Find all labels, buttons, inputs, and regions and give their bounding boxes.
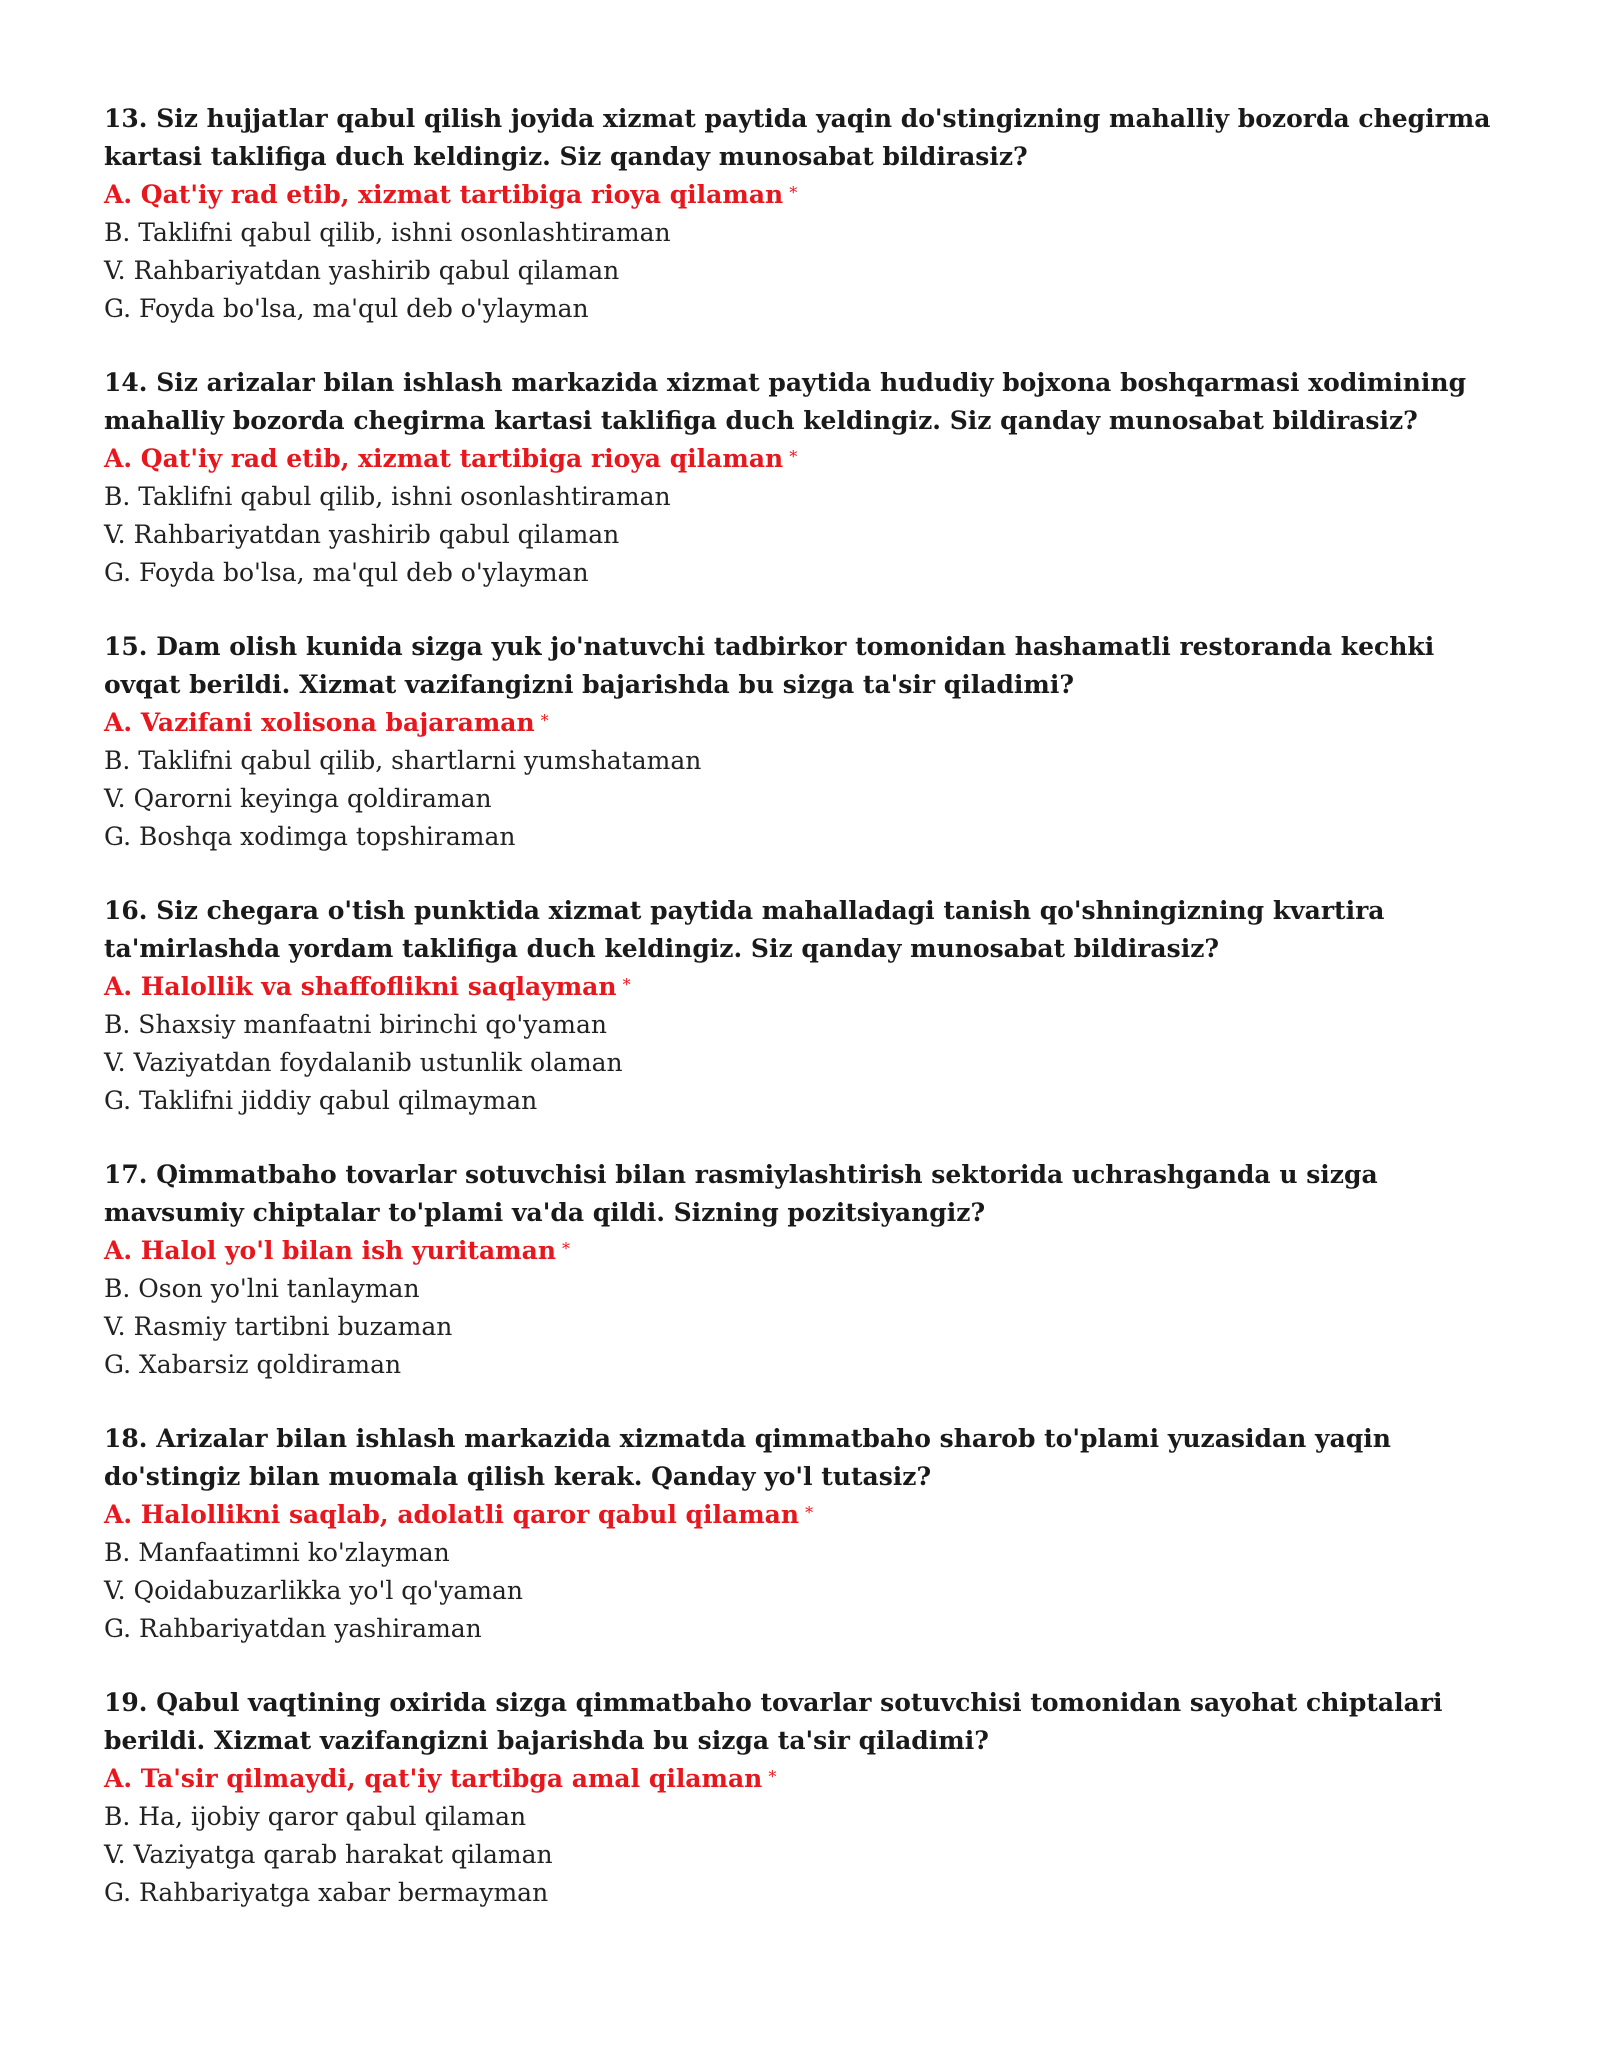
answer-option: G. Foyda bo'lsa, ma'qul deb o'ylayman	[104, 294, 589, 323]
question-block-14	[104, 364, 1500, 592]
question-text: 16. Siz chegara o'tish punktida xizmat paytida mahalladagi tanish qo'shningizning kvartira ta'mirlashda yordam taklifiga duch keldingiz. Siz qanday munosabat bildirasiz?	[104, 896, 1385, 963]
question-block-13	[104, 100, 1500, 328]
answer-options	[104, 440, 1500, 592]
answer-options	[104, 1232, 1500, 1384]
answer-options	[104, 968, 1500, 1120]
answer-option-label: A. Qat'iy rad etib, xizmat tartibiga rioya qilaman	[104, 180, 784, 209]
answer-option: V. Vaziyatga qarab harakat qilaman	[104, 1840, 553, 1869]
answer-option: G. Rahbariyatga xabar bermayman	[104, 1878, 549, 1907]
answer-options	[104, 1496, 1500, 1648]
answer-option: B. Shaxsiy manfaatni birinchi qo'yaman	[104, 1010, 608, 1039]
answer-option-correct	[104, 704, 1500, 742]
answer-option-correct	[104, 176, 1500, 214]
correct-answer-marker: *	[562, 1239, 571, 1258]
question-block-16	[104, 892, 1500, 1120]
answer-option: G. Rahbariyatdan yashiraman	[104, 1614, 482, 1643]
answer-option-label: A. Halollikni saqlab, adolatli qaror qabul qilaman	[104, 1500, 800, 1529]
answer-option: V. Qoidabuzarlikka yo'l qo'yaman	[104, 1576, 523, 1605]
correct-answer-marker: *	[789, 447, 798, 466]
answer-option: V. Rahbariyatdan yashirib qabul qilaman	[104, 520, 620, 549]
question-block-17	[104, 1156, 1500, 1384]
answer-option-label: A. Vazifani xolisona bajaraman	[104, 708, 535, 737]
question-text: 18. Arizalar bilan ishlash markazida xizmatda qimmatbaho sharob to'plami yuzasidan yaqin do'stingiz bilan muomala qilish kerak. Qanday yo'l tutasiz?	[104, 1424, 1391, 1491]
answer-option: G. Boshqa xodimga topshiraman	[104, 822, 516, 851]
correct-answer-marker: *	[768, 1767, 777, 1786]
answer-option: B. Taklifni qabul qilib, ishni osonlashtiraman	[104, 218, 671, 247]
answer-options	[104, 176, 1500, 328]
answer-option-label: A. Qat'iy rad etib, xizmat tartibiga rioya qilaman	[104, 444, 784, 473]
question-text: 17. Qimmatbaho tovarlar sotuvchisi bilan rasmiylashtirish sektorida uchrashganda u sizga mavsumiy chiptalar to'plami va'da qildi. Sizning pozitsiyangiz?	[104, 1160, 1378, 1227]
question-text: 15. Dam olish kunida sizga yuk jo'natuvchi tadbirkor tomonidan hashamatli restoranda kechki ovqat berildi. Xizmat vazifangizni bajarishda bu sizga ta'sir qiladimi?	[104, 632, 1435, 699]
correct-answer-marker: *	[540, 711, 549, 730]
answer-option: G. Taklifni jiddiy qabul qilmayman	[104, 1086, 538, 1115]
question-text: 19. Qabul vaqtining oxirida sizga qimmatbaho tovarlar sotuvchisi tomonidan sayohat chiptalari berildi. Xizmat vazifangizni bajarishda bu sizga ta'sir qiladimi?	[104, 1688, 1443, 1755]
answer-option: G. Xabarsiz qoldiraman	[104, 1350, 402, 1379]
answer-option-label: A. Halollik va shaffoflikni saqlayman	[104, 972, 617, 1001]
answer-option: B. Ha, ijobiy qaror qabul qilaman	[104, 1802, 527, 1831]
question-text: 13. Siz hujjatlar qabul qilish joyida xizmat paytida yaqin do'stingizning mahalliy bozorda chegirma kartasi taklifiga duch keldingiz. Siz qanday munosabat bildirasiz?	[104, 104, 1491, 171]
answer-option: V. Rasmiy tartibni buzaman	[104, 1312, 453, 1341]
answer-option: B. Taklifni qabul qilib, ishni osonlashtiraman	[104, 482, 671, 511]
answer-option: B. Manfaatimni ko'zlayman	[104, 1538, 450, 1567]
answer-option-label: A. Ta'sir qilmaydi, qat'iy tartibga amal qilaman	[104, 1764, 763, 1793]
answer-option-correct	[104, 968, 1500, 1006]
answer-options	[104, 1760, 1500, 1912]
answer-option: B. Oson yo'lni tanlayman	[104, 1274, 420, 1303]
question-text: 14. Siz arizalar bilan ishlash markazida xizmat paytida hududiy bojxona boshqarmasi xodimining mahalliy bozorda chegirma kartasi taklifiga duch keldingiz. Siz qanday munosabat bildirasiz?	[104, 368, 1467, 435]
answer-option: G. Foyda bo'lsa, ma'qul deb o'ylayman	[104, 558, 589, 587]
correct-answer-marker: *	[622, 975, 631, 994]
answer-option-correct	[104, 440, 1500, 478]
answer-option: V. Rahbariyatdan yashirib qabul qilaman	[104, 256, 620, 285]
correct-answer-marker: *	[805, 1503, 814, 1522]
answer-option-correct	[104, 1760, 1500, 1798]
question-block-19	[104, 1684, 1500, 1912]
question-block-15	[104, 628, 1500, 856]
answer-option: V. Qarorni keyinga qoldiraman	[104, 784, 492, 813]
answer-option: V. Vaziyatdan foydalanib ustunlik olaman	[104, 1048, 623, 1077]
answer-options	[104, 704, 1500, 856]
correct-answer-marker: *	[789, 183, 798, 202]
answer-option-correct	[104, 1496, 1500, 1534]
question-block-18	[104, 1420, 1500, 1648]
answer-option-label: A. Halol yo'l bilan ish yuritaman	[104, 1236, 557, 1265]
answer-option: B. Taklifni qabul qilib, shartlarni yumshataman	[104, 746, 702, 775]
answer-option-correct	[104, 1232, 1500, 1270]
